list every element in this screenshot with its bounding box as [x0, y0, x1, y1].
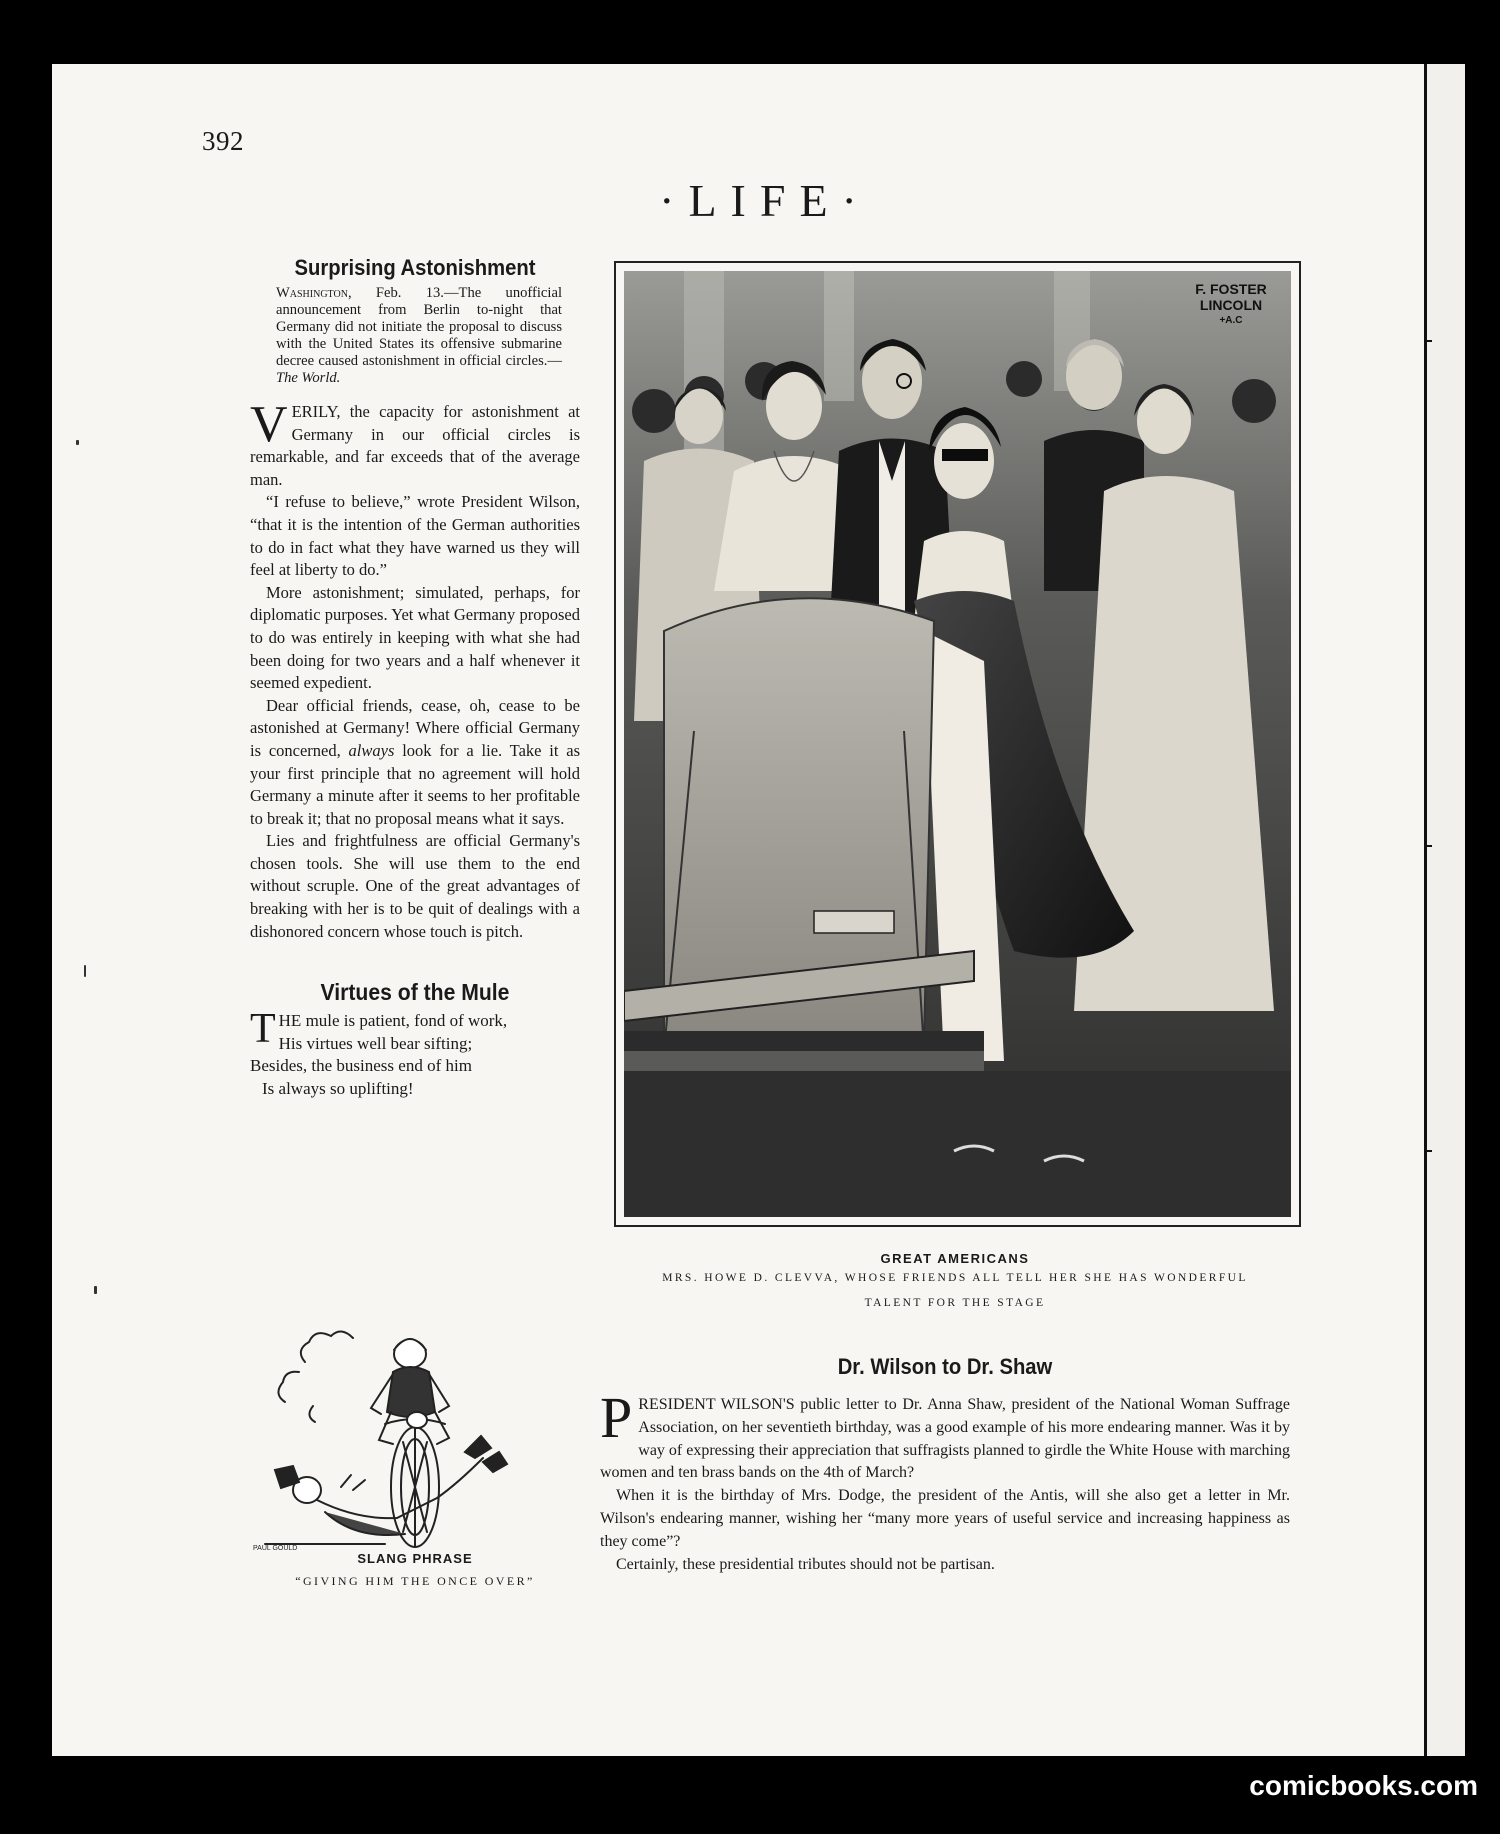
artist-signature	[1176, 281, 1286, 329]
cartoon-caption	[250, 1551, 580, 1589]
scan-speck	[76, 440, 79, 445]
cartoon-signature: PAUL GOULD	[253, 1545, 298, 1552]
ballroom-illustration	[624, 271, 1291, 1217]
article-paragraph: When it is the birthday of Mrs. Dodge, the president of the Antis, will she also get a letter in Mr. Wilson's endearing manner, wishing her “many more years of useful service and increasing happiness as they come”?	[600, 1487, 1290, 1550]
article-headline: Dr. Wilson to Dr. Shaw	[837, 1354, 1053, 1379]
poem-line: Is always so uplifting!	[262, 1079, 414, 1099]
dateline-paragraph	[250, 285, 580, 387]
illustration-caption	[620, 1251, 1290, 1316]
edge-mark	[1424, 845, 1432, 847]
article-paragraph: More astonishment; simulated, perhaps, for diplomatic purposes. Yet what Germany proposed to do was entirely in keeping with what she had been doing for two years and a half whenever it seemed expedient.	[250, 582, 580, 693]
dateline-text: , Feb. 13.—The unofficial announcement from Berlin to-night that Germany did not initiate the proposal to discuss with the United States its offensive submarine decree caused astonishment in official circles.—	[276, 285, 562, 369]
poem-line: His virtues well bear sifting;	[278, 1033, 473, 1053]
paragraph-text: Dear official friends, cease, oh, cease to be astonished at Germany! Where official Germany is concerned,	[250, 695, 580, 760]
scan-speck	[84, 965, 86, 977]
article-headline: Surprising Astonishment	[294, 255, 536, 280]
paragraph-text: RESIDENT WILSON'S public letter to Dr. Anna Shaw, president of the National Woman Suffrage Association, on her seventieth birthday, was a good example of his more endearing manner. Was it by way of expressing their appreciation that suffragists planned to girdle the White House with marching women and ten brass bands on the 4th of March?	[600, 1396, 1290, 1482]
illustration-caption-line: MRS. HOWE D. CLEVVA, WHOSE FRIENDS ALL TELL HER SHE HAS WONDERFUL	[662, 1272, 1248, 1284]
article-paragraph	[600, 1385, 1290, 1485]
illustration-frame	[614, 261, 1301, 1227]
dateline-place: Washington	[276, 285, 348, 301]
article-paragraph: “I refuse to believe,” wrote President Wilson, “that it is the intention of the German authorities to do in fact what they have warned us they will feel at liberty to do.”	[250, 492, 580, 580]
article-paragraph: Certainly, these presidential tributes should not be partisan.	[616, 1555, 995, 1573]
article-paragraph	[250, 396, 580, 491]
site-watermark: comicbooks.com	[1249, 1770, 1478, 1801]
poem-title: Virtues of the Mule	[320, 979, 510, 1006]
scan-speck	[94, 1286, 97, 1294]
poem	[250, 979, 580, 1100]
cartoon-caption-subtitle: “GIVING HIM THE ONCE OVER”	[295, 1574, 535, 1588]
signature-line: F. FOSTER	[1195, 281, 1267, 297]
drop-cap: V	[250, 396, 288, 453]
poem-line-text: HE mule is patient, fond of work,	[278, 1011, 508, 1031]
edge-mark	[1424, 1150, 1432, 1152]
article-paragraph	[250, 695, 580, 831]
dateline-source: The World.	[276, 370, 341, 386]
poem-line: Besides, the business end of him	[250, 1056, 472, 1076]
cartoon-drawing	[245, 1312, 590, 1557]
cartoon-caption-title: SLANG PHRASE	[357, 1551, 473, 1566]
edge-mark	[1424, 340, 1432, 342]
article-paragraph: Lies and frightfulness are official Germany's chosen tools. She will use them to the end without scruple. One of the great advantages of breaking with her is to be quit of dealings with a dishonored concern whose touch is pitch.	[250, 831, 580, 941]
signature-line: +A.C	[1219, 315, 1243, 326]
motorcycle-cartoon	[245, 1312, 590, 1557]
next-page-edge	[1424, 64, 1465, 1756]
wilson-article	[600, 1354, 1290, 1576]
paragraph-text: look for a lie. Take it as your first principle that no agreement will hold Germany a minute after it seems to her profitable to break it; that no proposal means what it says.	[250, 740, 581, 828]
drop-cap: T	[250, 1006, 276, 1053]
left-column	[250, 255, 580, 1101]
signature-line: LINCOLN	[1199, 297, 1263, 313]
paragraph-text: ERILY, the capacity for astonishment at Germany in our official circles is remarkable, and far exceeds that of the average man.	[250, 402, 580, 489]
emphasis-text: always	[348, 740, 395, 760]
drop-cap: P	[600, 1385, 633, 1450]
illustration-caption-line: TALENT FOR THE STAGE	[864, 1297, 1046, 1309]
masthead: ·LIFE·	[659, 175, 871, 226]
illustration-caption-title: GREAT AMERICANS	[880, 1251, 1030, 1266]
page-number: 392	[202, 126, 244, 156]
